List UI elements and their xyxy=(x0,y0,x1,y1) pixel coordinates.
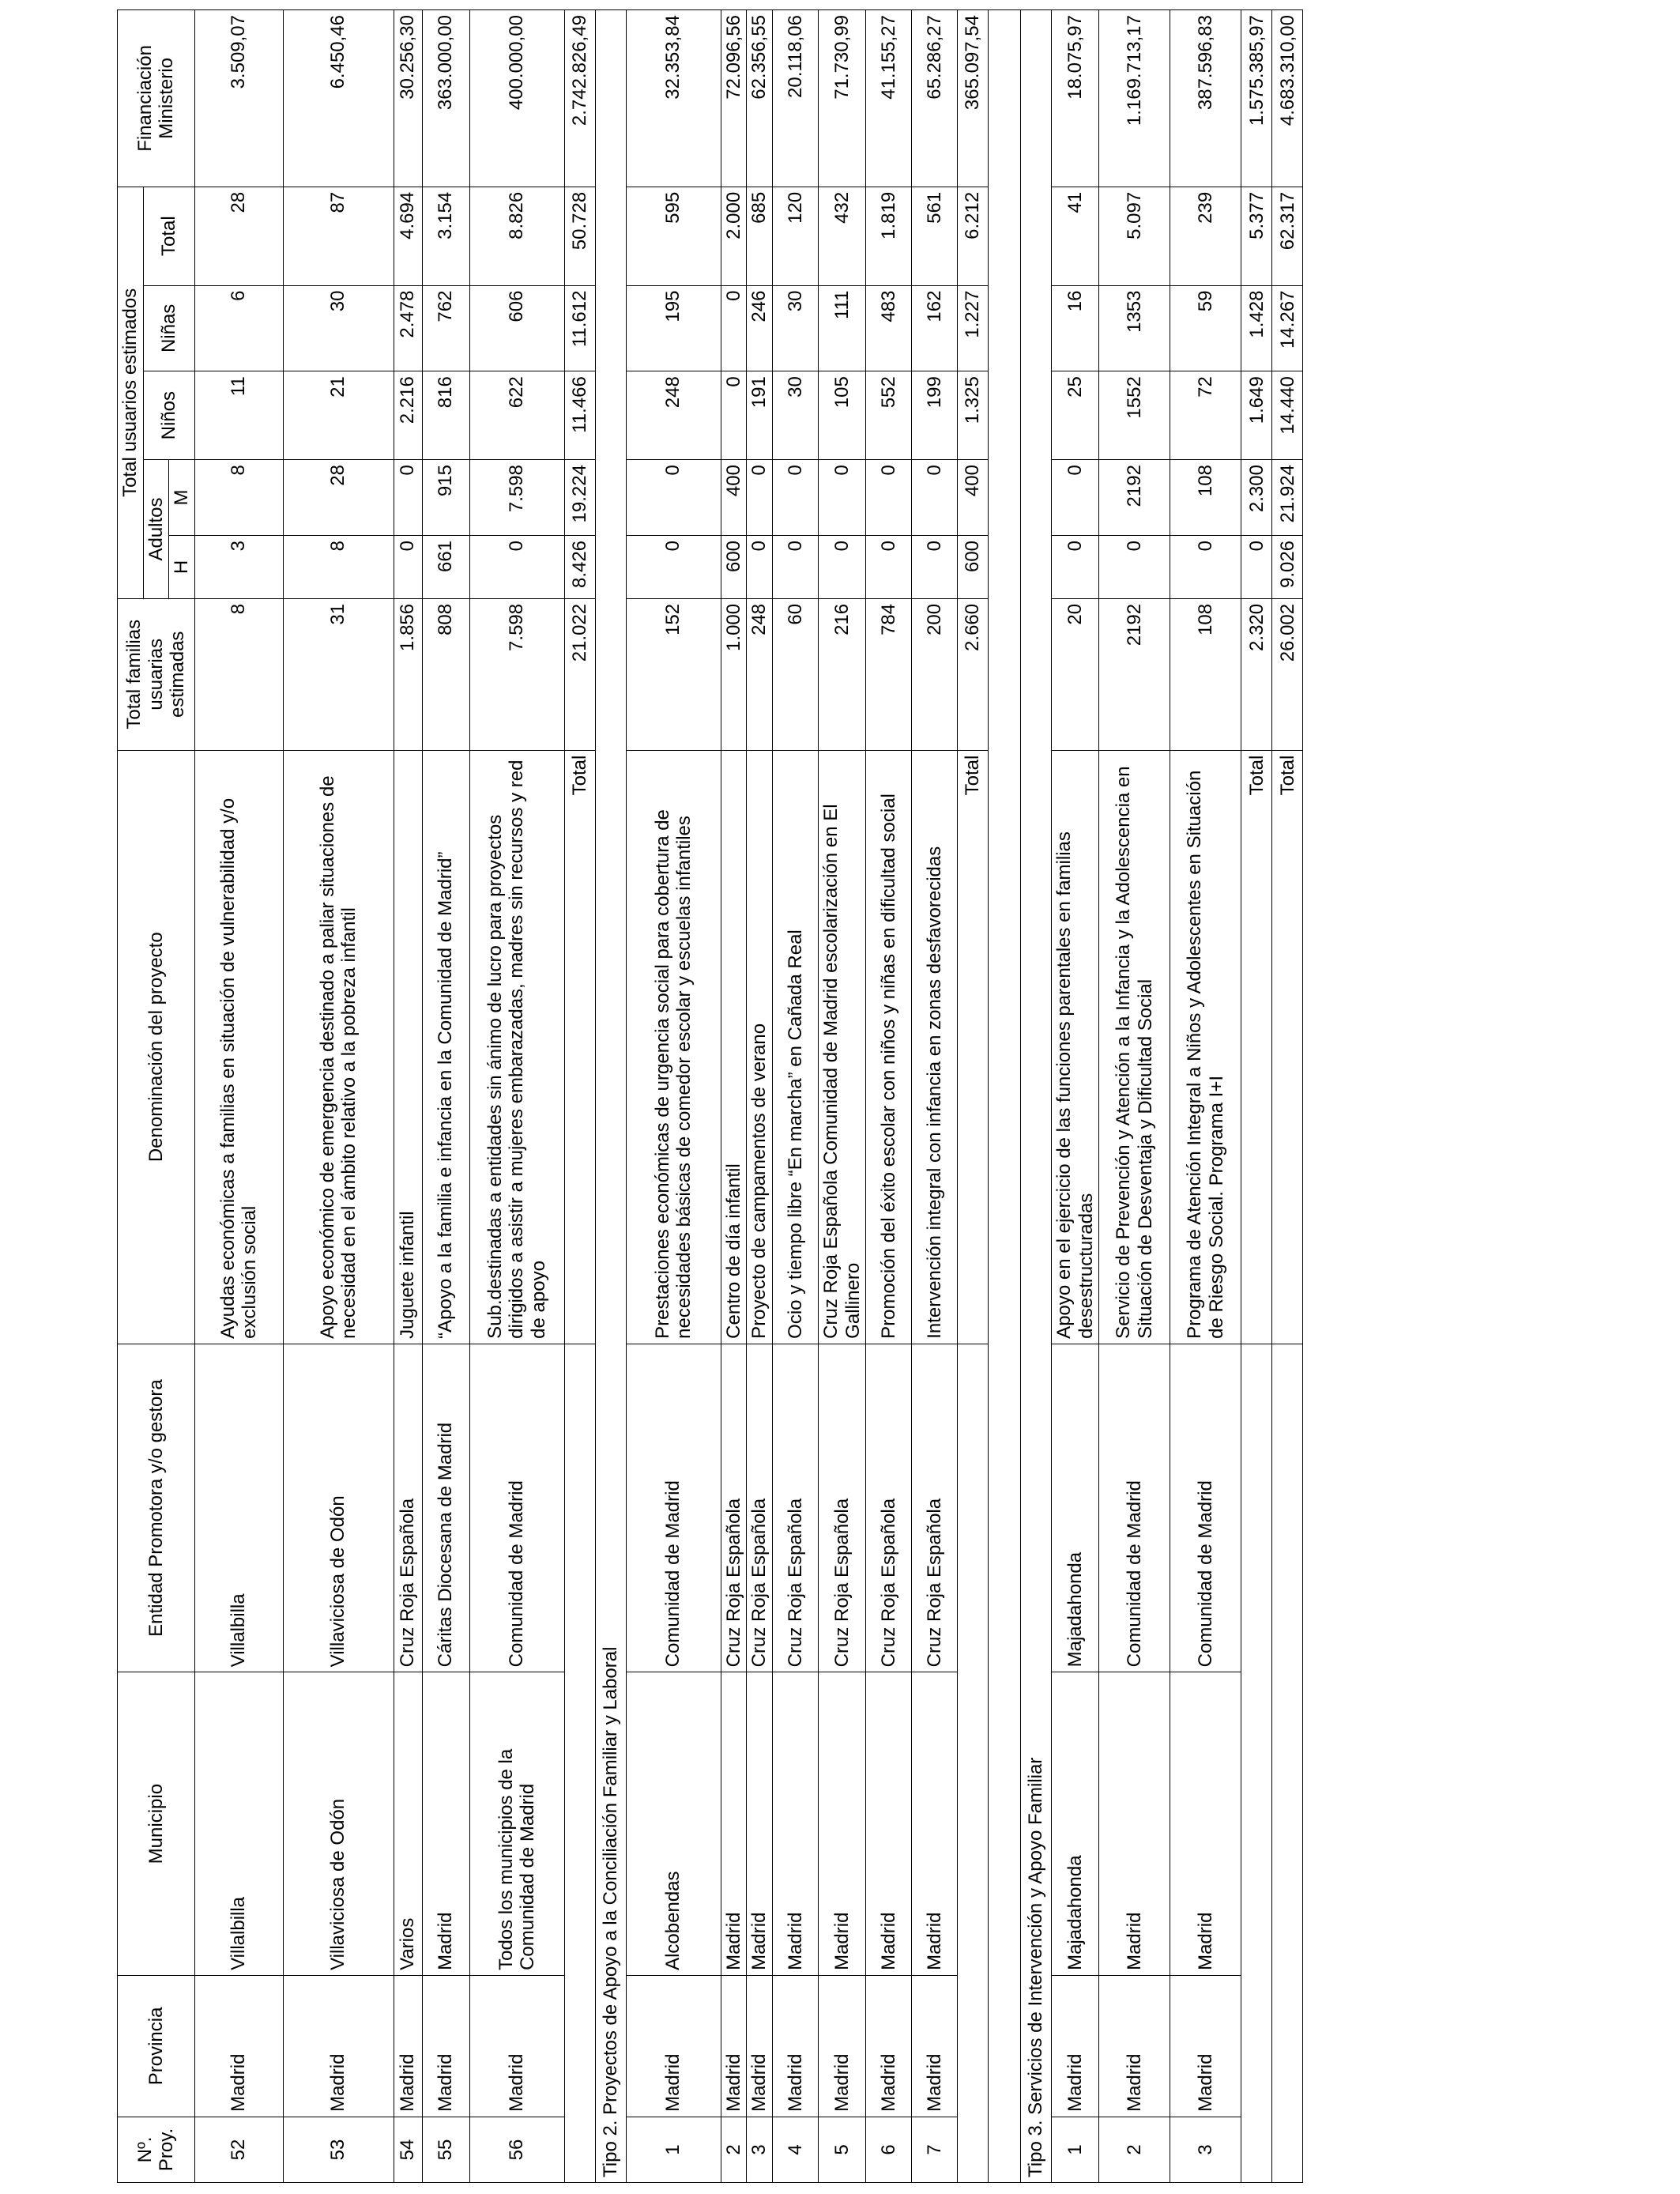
cell-ninas: 16 xyxy=(1052,285,1099,371)
total-blank xyxy=(1272,1344,1303,2182)
total-total: 50.728 xyxy=(564,187,595,285)
table-row xyxy=(772,10,818,2183)
total-blank xyxy=(564,1344,595,2182)
table-row xyxy=(747,10,773,2183)
cell-total: 4.694 xyxy=(394,187,422,285)
section-row xyxy=(1021,10,1052,2183)
spacer-cell xyxy=(989,10,1021,2183)
cell-familias: 2192 xyxy=(1099,598,1170,750)
cell-n: 1 xyxy=(1052,2117,1099,2182)
cell-h: 0 xyxy=(626,535,721,598)
col-header-familias: Total familias usuarias estimadas xyxy=(118,598,195,750)
col-header-adultos: Adultos xyxy=(143,460,169,599)
table-row xyxy=(626,10,721,2183)
cell-entidad: Comunidad de Madrid xyxy=(469,1344,564,1672)
cell-m: 0 xyxy=(772,460,818,536)
table-row xyxy=(866,10,912,2183)
cell-familias: 1.000 xyxy=(721,598,747,750)
cell-entidad: Cruz Roja Española xyxy=(747,1344,773,1672)
cell-ninos: 25 xyxy=(1052,371,1099,460)
cell-n: 52 xyxy=(194,2117,283,2182)
cell-entidad: Comunidad de Madrid xyxy=(1170,1344,1241,1672)
cell-denominacion: Proyecto de campamentos de verano xyxy=(747,750,773,1344)
table-row xyxy=(194,10,283,2183)
cell-ninas: 30 xyxy=(283,285,394,371)
cell-total: 5.097 xyxy=(1099,187,1170,285)
cell-total: 1.819 xyxy=(866,187,912,285)
cell-h: 0 xyxy=(866,535,912,598)
cell-fin: 72.096,56 xyxy=(721,10,747,187)
cell-denominacion: Servicio de Prevención y Atención a la Infancia y la Adolescencia en Situación de Desventaja y Dificultad Social xyxy=(1099,750,1170,1344)
cell-denominacion: Centro de día infantil xyxy=(721,750,747,1344)
cell-denominacion: Cruz Roja Española Comunidad de Madrid escolarización en El Gallinero xyxy=(818,750,865,1344)
cell-h: 0 xyxy=(912,535,958,598)
cell-provincia: Madrid xyxy=(866,1975,912,2117)
col-header-nro: Nº. Proy. xyxy=(118,2117,195,2182)
cell-total: 239 xyxy=(1170,187,1241,285)
total-row xyxy=(1272,10,1303,2183)
cell-provincia: Madrid xyxy=(772,1975,818,2117)
table-row xyxy=(1052,10,1099,2183)
cell-h: 0 xyxy=(469,535,564,598)
total-ninos: 11.466 xyxy=(564,371,595,460)
cell-ninas: 30 xyxy=(772,285,818,371)
total-blank xyxy=(958,1344,989,2182)
cell-h: 0 xyxy=(1099,535,1170,598)
total-familias: 2.320 xyxy=(1241,598,1272,750)
cell-ninas: 111 xyxy=(818,285,865,371)
cell-m: 0 xyxy=(866,460,912,536)
cell-n: 54 xyxy=(394,2117,422,2182)
cell-municipio: Madrid xyxy=(912,1672,958,1976)
cell-h: 0 xyxy=(394,535,422,598)
total-total: 5.377 xyxy=(1241,187,1272,285)
cell-ninos: 1552 xyxy=(1099,371,1170,460)
cell-provincia: Madrid xyxy=(1099,1975,1170,2117)
total-blank xyxy=(1241,1344,1272,2182)
total-m: 19.224 xyxy=(564,460,595,536)
total-fin: 365.097,54 xyxy=(958,10,989,187)
total-row xyxy=(564,10,595,2183)
cell-provincia: Madrid xyxy=(626,1975,721,2117)
total-h: 9.026 xyxy=(1272,535,1303,598)
cell-familias: 808 xyxy=(422,598,469,750)
cell-n: 5 xyxy=(818,2117,865,2182)
cell-familias: 152 xyxy=(626,598,721,750)
cell-entidad: Cruz Roja Española xyxy=(818,1344,865,1672)
cell-familias: 60 xyxy=(772,598,818,750)
cell-fin: 1.169.713,17 xyxy=(1099,10,1170,187)
cell-h: 600 xyxy=(721,535,747,598)
cell-total: 3.154 xyxy=(422,187,469,285)
cell-ninas: 762 xyxy=(422,285,469,371)
table-row xyxy=(1170,10,1241,2183)
cell-ninos: 105 xyxy=(818,371,865,460)
total-label: Total xyxy=(1241,750,1272,1344)
cell-fin: 363.000,00 xyxy=(422,10,469,187)
cell-municipio: Varios xyxy=(394,1672,422,1976)
total-label: Total xyxy=(958,750,989,1344)
total-total: 6.212 xyxy=(958,187,989,285)
cell-provincia: Madrid xyxy=(818,1975,865,2117)
cell-familias: 31 xyxy=(283,598,394,750)
total-ninas: 1.227 xyxy=(958,285,989,371)
cell-provincia: Madrid xyxy=(394,1975,422,2117)
cell-ninas: 59 xyxy=(1170,285,1241,371)
cell-total: 28 xyxy=(194,187,283,285)
section-title: Tipo 2. Proyectos de Apoyo a la Conciliación Familiar y Laboral xyxy=(595,10,626,2183)
total-ninas: 1.428 xyxy=(1241,285,1272,371)
total-total: 62.317 xyxy=(1272,187,1303,285)
cell-total: 595 xyxy=(626,187,721,285)
cell-denominacion: Ocio y tiempo libre “En marcha” en Cañada Real xyxy=(772,750,818,1344)
total-label: Total xyxy=(1272,750,1303,1344)
cell-provincia: Madrid xyxy=(747,1975,773,2117)
cell-ninos: 191 xyxy=(747,371,773,460)
cell-fin: 65.286,27 xyxy=(912,10,958,187)
spacer-row xyxy=(989,10,1021,2183)
col-header-financiacion: Financiación Ministerio xyxy=(118,10,195,187)
cell-familias: 248 xyxy=(747,598,773,750)
cell-familias: 1.856 xyxy=(394,598,422,750)
cell-municipio: Madrid xyxy=(772,1672,818,1976)
cell-provincia: Madrid xyxy=(1052,1975,1099,2117)
cell-municipio: Alcobendas xyxy=(626,1672,721,1976)
cell-fin: 62.356,55 xyxy=(747,10,773,187)
table-row xyxy=(469,10,564,2183)
cell-ninos: 248 xyxy=(626,371,721,460)
cell-total: 432 xyxy=(818,187,865,285)
cell-m: 108 xyxy=(1170,460,1241,536)
cell-total: 8.826 xyxy=(469,187,564,285)
cell-familias: 20 xyxy=(1052,598,1099,750)
cell-provincia: Madrid xyxy=(194,1975,283,2117)
total-row xyxy=(1241,10,1272,2183)
col-header-municipio: Municipio xyxy=(118,1672,195,1976)
cell-ninos: 199 xyxy=(912,371,958,460)
cell-ninas: 606 xyxy=(469,285,564,371)
cell-h: 0 xyxy=(818,535,865,598)
cell-provincia: Madrid xyxy=(469,1975,564,2117)
cell-n: 2 xyxy=(1099,2117,1170,2182)
cell-fin: 18.075,97 xyxy=(1052,10,1099,187)
total-ninos: 1.649 xyxy=(1241,371,1272,460)
total-fin: 1.575.385,97 xyxy=(1241,10,1272,187)
cell-n: 53 xyxy=(283,2117,394,2182)
cell-total: 87 xyxy=(283,187,394,285)
cell-provincia: Madrid xyxy=(912,1975,958,2117)
cell-fin: 3.509,07 xyxy=(194,10,283,187)
table-row xyxy=(1099,10,1170,2183)
cell-ninas: 162 xyxy=(912,285,958,371)
col-header-h: H xyxy=(169,535,195,598)
cell-h: 661 xyxy=(422,535,469,598)
cell-denominacion: Ayudas económicas a familias en situación de vulnerabilidad y/o exclusión social xyxy=(194,750,283,1344)
cell-fin: 71.730,99 xyxy=(818,10,865,187)
cell-m: 400 xyxy=(721,460,747,536)
total-ninas: 11.612 xyxy=(564,285,595,371)
cell-municipio: Villaviciosa de Odón xyxy=(283,1672,394,1976)
total-familias: 2.660 xyxy=(958,598,989,750)
cell-denominacion: “Apoyo a la familia e infancia en la Comunidad de Madrid” xyxy=(422,750,469,1344)
cell-ninos: 72 xyxy=(1170,371,1241,460)
cell-h: 3 xyxy=(194,535,283,598)
total-ninos: 14.440 xyxy=(1272,371,1303,460)
cell-h: 0 xyxy=(747,535,773,598)
table-row xyxy=(422,10,469,2183)
cell-municipio: Todos los municipios de la Comunidad de Madrid xyxy=(469,1672,564,1976)
table-row xyxy=(721,10,747,2183)
total-m: 21.924 xyxy=(1272,460,1303,536)
cell-familias: 200 xyxy=(912,598,958,750)
cell-h: 0 xyxy=(1170,535,1241,598)
total-ninos: 1.325 xyxy=(958,371,989,460)
cell-ninos: 816 xyxy=(422,371,469,460)
total-h: 600 xyxy=(958,535,989,598)
cell-entidad: Cruz Roja Española xyxy=(721,1344,747,1672)
cell-entidad: Villalbilla xyxy=(194,1344,283,1672)
cell-n: 56 xyxy=(469,2117,564,2182)
cell-ninas: 195 xyxy=(626,285,721,371)
cell-ninos: 622 xyxy=(469,371,564,460)
cell-m: 8 xyxy=(194,460,283,536)
cell-ninas: 6 xyxy=(194,285,283,371)
cell-n: 4 xyxy=(772,2117,818,2182)
col-header-ninos: Niños xyxy=(143,371,194,460)
cell-ninas: 1353 xyxy=(1099,285,1170,371)
cell-municipio: Madrid xyxy=(818,1672,865,1976)
cell-municipio: Madrid xyxy=(1170,1672,1241,1976)
cell-municipio: Madrid xyxy=(866,1672,912,1976)
total-m: 400 xyxy=(958,460,989,536)
cell-denominacion: Intervención integral con infancia en zonas desfavorecidas xyxy=(912,750,958,1344)
cell-entidad: Comunidad de Madrid xyxy=(1099,1344,1170,1672)
total-ninas: 14.267 xyxy=(1272,285,1303,371)
cell-familias: 784 xyxy=(866,598,912,750)
cell-entidad: Cruz Roja Española xyxy=(772,1344,818,1672)
cell-m: 0 xyxy=(818,460,865,536)
cell-m: 0 xyxy=(1052,460,1099,536)
cell-ninos: 30 xyxy=(772,371,818,460)
cell-n: 2 xyxy=(721,2117,747,2182)
cell-fin: 400.000,00 xyxy=(469,10,564,187)
cell-denominacion: Programa de Atención Integral a Niños y Adolescentes en Situación de Riesgo Social. Programa I+I xyxy=(1170,750,1241,1344)
col-header-denominacion: Denominación del proyecto xyxy=(118,750,195,1344)
cell-ninas: 483 xyxy=(866,285,912,371)
projects-table xyxy=(117,9,1303,2183)
cell-n: 7 xyxy=(912,2117,958,2182)
cell-m: 915 xyxy=(422,460,469,536)
cell-fin: 20.118,06 xyxy=(772,10,818,187)
cell-m: 0 xyxy=(394,460,422,536)
cell-provincia: Madrid xyxy=(721,1975,747,2117)
table-row xyxy=(912,10,958,2183)
col-header-total-usuarios: Total usuarios estimados xyxy=(118,187,144,598)
col-header-provincia: Provincia xyxy=(118,1975,195,2117)
cell-familias: 7.598 xyxy=(469,598,564,750)
col-header-ninas: Niñas xyxy=(143,285,194,371)
cell-ninas: 246 xyxy=(747,285,773,371)
cell-denominacion: Prestaciones económicas de urgencia social para cobertura de necesidades básicas de comedor escolar y escuelas infantiles xyxy=(626,750,721,1344)
cell-familias: 216 xyxy=(818,598,865,750)
cell-entidad: Comunidad de Madrid xyxy=(626,1344,721,1672)
table-row xyxy=(283,10,394,2183)
cell-total: 120 xyxy=(772,187,818,285)
cell-municipio: Madrid xyxy=(747,1672,773,1976)
cell-fin: 32.353,84 xyxy=(626,10,721,187)
cell-provincia: Madrid xyxy=(1170,1975,1241,2117)
cell-fin: 6.450,46 xyxy=(283,10,394,187)
rotated-page xyxy=(117,9,1298,2183)
cell-h: 8 xyxy=(283,535,394,598)
total-m: 2.300 xyxy=(1241,460,1272,536)
cell-ninos: 11 xyxy=(194,371,283,460)
cell-m: 0 xyxy=(626,460,721,536)
total-h: 8.426 xyxy=(564,535,595,598)
cell-m: 2192 xyxy=(1099,460,1170,536)
cell-n: 3 xyxy=(1170,2117,1241,2182)
cell-denominacion: Sub.destinadas a entidades sin ánimo de lucro para proyectos dirigidos a asistir a mujeres embarazadas, madres sin recursos y red de apoyo xyxy=(469,750,564,1344)
cell-ninas: 0 xyxy=(721,285,747,371)
cell-total: 41 xyxy=(1052,187,1099,285)
cell-municipio: Madrid xyxy=(422,1672,469,1976)
table-row xyxy=(818,10,865,2183)
total-familias: 21.022 xyxy=(564,598,595,750)
cell-ninas: 2.478 xyxy=(394,285,422,371)
cell-familias: 8 xyxy=(194,598,283,750)
cell-n: 6 xyxy=(866,2117,912,2182)
cell-denominacion: Juguete infantil xyxy=(394,750,422,1344)
cell-ninos: 21 xyxy=(283,371,394,460)
cell-m: 0 xyxy=(747,460,773,536)
cell-total: 2.000 xyxy=(721,187,747,285)
total-row xyxy=(958,10,989,2183)
cell-fin: 387.596,83 xyxy=(1170,10,1241,187)
cell-n: 3 xyxy=(747,2117,773,2182)
cell-ninos: 0 xyxy=(721,371,747,460)
cell-ninos: 552 xyxy=(866,371,912,460)
col-header-total: Total xyxy=(143,187,194,285)
cell-provincia: Madrid xyxy=(283,1975,394,2117)
cell-m: 0 xyxy=(912,460,958,536)
cell-entidad: Cruz Roja Española xyxy=(394,1344,422,1672)
cell-n: 55 xyxy=(422,2117,469,2182)
cell-denominacion: Promoción del éxito escolar con niños y niñas en dificultad social xyxy=(866,750,912,1344)
cell-entidad: Cáritas Diocesana de Madrid xyxy=(422,1344,469,1672)
cell-provincia: Madrid xyxy=(422,1975,469,2117)
cell-total: 685 xyxy=(747,187,773,285)
total-label: Total xyxy=(564,750,595,1344)
cell-entidad: Majadahonda xyxy=(1052,1344,1099,1672)
section-row xyxy=(595,10,626,2183)
cell-ninos: 2.216 xyxy=(394,371,422,460)
section-title: Tipo 3. Servicios de Intervención y Apoyo Familiar xyxy=(1021,10,1052,2183)
cell-municipio: Madrid xyxy=(721,1672,747,1976)
col-header-m: M xyxy=(169,460,195,536)
cell-entidad: Cruz Roja Española xyxy=(866,1344,912,1672)
col-header-entidad: Entidad Promotora y/o gestora xyxy=(118,1344,195,1672)
cell-m: 7.598 xyxy=(469,460,564,536)
cell-n: 1 xyxy=(626,2117,721,2182)
cell-h: 0 xyxy=(772,535,818,598)
cell-fin: 30.256,30 xyxy=(394,10,422,187)
cell-familias: 108 xyxy=(1170,598,1241,750)
cell-fin: 41.155,27 xyxy=(866,10,912,187)
total-fin: 2.742.826,49 xyxy=(564,10,595,187)
cell-entidad: Villaviciosa de Odón xyxy=(283,1344,394,1672)
total-familias: 26.002 xyxy=(1272,598,1303,750)
cell-h: 0 xyxy=(1052,535,1099,598)
cell-municipio: Villalbilla xyxy=(194,1672,283,1976)
cell-denominacion: Apoyo económico de emergencia destinado a paliar situaciones de necesidad en el ámbito relativo a la pobreza infantil xyxy=(283,750,394,1344)
table-body xyxy=(194,10,1303,2183)
table-row xyxy=(394,10,422,2183)
cell-entidad: Cruz Roja Española xyxy=(912,1344,958,1672)
cell-municipio: Majadahonda xyxy=(1052,1672,1099,1976)
total-h: 0 xyxy=(1241,535,1272,598)
cell-denominacion: Apoyo en el ejercicio de las funciones parentales en familias desestructuradas xyxy=(1052,750,1099,1344)
total-fin: 4.683.310,00 xyxy=(1272,10,1303,187)
cell-m: 28 xyxy=(283,460,394,536)
cell-municipio: Madrid xyxy=(1099,1672,1170,1976)
cell-total: 561 xyxy=(912,187,958,285)
